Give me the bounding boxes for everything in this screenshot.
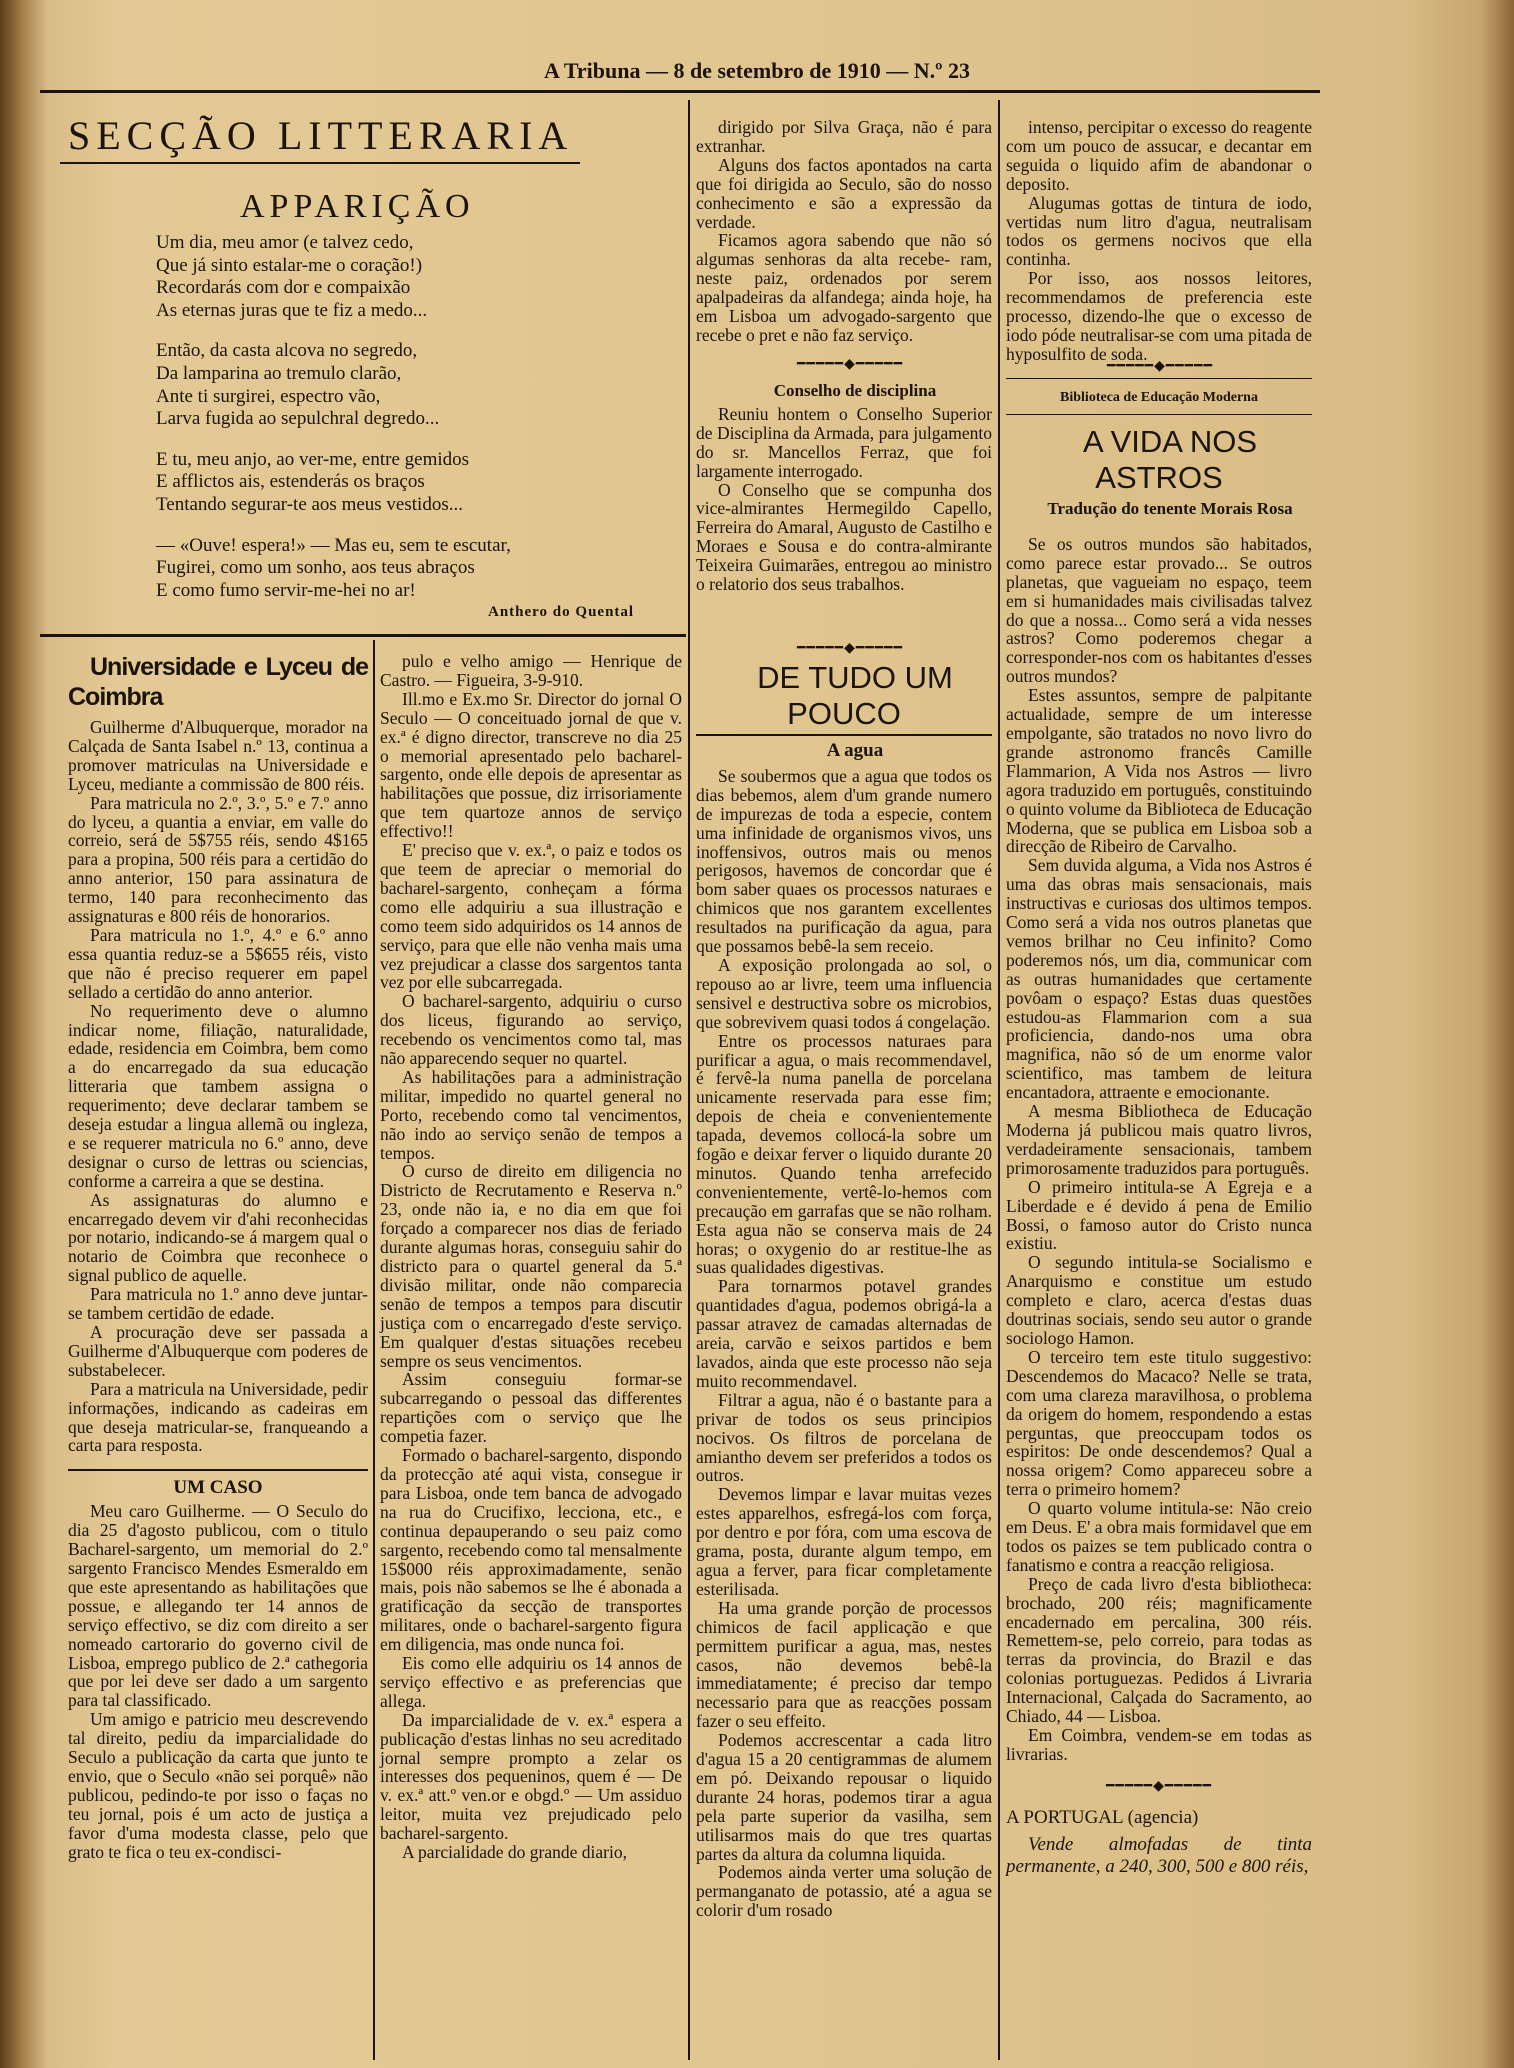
- column-right-top: [1006, 117, 1312, 364]
- paragraph: Filtrar a agua, não é o bastante para a privar de todos os seus principios nocivos. Os filtros de porcelana de amiantho devem ser preferidos a todos os outros.: [696, 1389, 992, 1486]
- paragraph: Se soubermos que a agua que todos os dias bebemos, alem d'um grande numero de impurezas de toda a especie, contem uma infinidade de organismos vivos, uns inoffensivos, outros mais ou menos perigosos, havemos de concordar que é bom saber quaes os processos naturaes e chimicos que nos garantem excellentes resultados na purificação da agua, para que possamos bebê-la sem receio.: [696, 765, 992, 957]
- anuncio-title: A PORTUGAL (agencia): [1006, 1806, 1199, 1828]
- poem-line: As eternas juras que te fiz a medo...: [156, 299, 428, 321]
- poem-title: APPARIÇÃO: [240, 188, 475, 225]
- paragraph: Ill.mo e Ex.mo Sr. Director do jornal O Seculo — O conceituado jornal de que v. ex.ª é digno director, transcreve no dia 25 o memorial apresentado pelo bacharel-sargento, onde elle depois de apresentar as habilitações que possue, diz irrisoriamente que tem quartoze annos de serviço effectivo!!: [380, 688, 682, 842]
- masthead-rule: [40, 90, 1320, 93]
- column-middle-top: [696, 118, 992, 350]
- paragraph: O quarto volume intitula-se: Não creio em Deus. E' a obra mais formidavel que em todos os paizes se tem publicado contra o fanatismo e contra a reacção religiosa.: [1006, 1498, 1312, 1575]
- column-rule: [688, 100, 690, 2060]
- poem-line: Um dia, meu amor (e talvez cedo,: [156, 232, 414, 253]
- paragraph: intenso, percipitar o excesso do reagente com um pouco de assucar, e decantar em seguida o liquido afim de abandonar o deposito.: [1006, 117, 1312, 194]
- section-rule: [1006, 414, 1312, 415]
- paragraph: Estes assuntos, sempre de palpitante actualidade, sempre de um interesse empolgante, são tratados no novo livro do grande astronomo francês Camille Flammarion, A Vida nos Astros — livro agora traduzido em português, constituindo o quinto volume da Biblioteca de Educação Moderna, que se publica em Lisboa sob a direcção de Ribeiro de Carvalho.: [1006, 685, 1312, 857]
- masthead: A Tribuna — 8 de setembro de 1910 — N.º 23: [544, 58, 970, 83]
- section-rule: [1006, 378, 1312, 379]
- poem-line: Ante ti surgirei, espectro vão,: [156, 385, 381, 407]
- paragraph: As assignaturas do alumno e encarregado devem vir d'ahi reconhecidas por notario, indicando-se á margem qual o notario de Coimbra que reconhece o signal publico de aquelle.: [68, 1189, 368, 1286]
- paragraph: Ha uma grande porção de processos chimicos de facil applicação e que permittem purificar a agua, mas, nestes casos, não devemos bebê-la immediatamente; é preciso dar tempo necessario para que as reacções possam fazer o seu effeito.: [696, 1597, 992, 1732]
- paragraph: Em Coimbra, vendem-se em todas as livrarias.: [1006, 1725, 1312, 1764]
- poem-line: E tu, meu anjo, ao ver-me, entre gemidos: [156, 448, 470, 470]
- poem-line: Então, da casta alcova no segredo,: [156, 340, 418, 362]
- poem-line: — «Ouve! espera!» — Mas eu, sem te escutar,: [156, 534, 511, 556]
- biblioteca-label: Biblioteca de Educação Moderna: [1060, 390, 1258, 405]
- um-caso-title: UM CASO: [173, 1477, 263, 1499]
- paragraph: Devemos limpar e lavar muitas vezes estes apparelhos, esfregá-los com força, por dentro e por fóra, com uma escova de grama, posta, durante algum tempo, em agua a ferver, para ficar completamente esterilisada.: [696, 1484, 992, 1599]
- paragraph: Para matricula no 1.º anno deve juntar-se tambem certidão de edade.: [68, 1284, 368, 1324]
- paragraph: Para a matricula na Universidade, pedir informações, indicando as cadeiras em que deseja matricular-se, franqueando a carta para resposta.: [68, 1378, 368, 1456]
- paragraph: Da imparcialidade de v. ex.ª espera a publicação d'estas linhas no seu acreditado jornal sempre prompto a zelar os interesses dos pequeninos, quem é — De v. ex.ª att.º ven.or e obgd.º — Um assiduo leitor, muita vez prejudicado pelo bacharel-sargento.: [380, 1709, 682, 1844]
- paragraph: O segundo intitula-se Socialismo e Anarquismo e constitue um estudo completo e claro, acerca d'estas duas doutrinas sociais, sendo seu autor o grande sociologo Hamon.: [1006, 1252, 1312, 1348]
- paragraph: dirigido por Silva Graça, não é para extranhar.: [696, 117, 992, 156]
- section-title: SECÇÃO LITTERARIA: [68, 113, 574, 158]
- section-rule: [60, 162, 580, 164]
- paragraph: Alguns dos factos apontados na carta que foi dirigida ao Seculo, são do nosso conhecimento e são a expressão da verdade.: [696, 154, 992, 232]
- poem-line: E como fumo servir-me-hei no ar!: [156, 579, 416, 601]
- paragraph: O Conselho que se compunha dos vice-almirantes Hermegildo Capello, Ferreira do Amaral, Augusto de Castilho e Moraes e Sousa e do contra-almirante Teixeira Guimarães, entregou ao ministro o relatorio dos seus trabalhos.: [696, 479, 992, 595]
- biblioteca-title: A VIDA NOS ASTROS: [1082, 424, 1257, 495]
- paragraph: As habilitações para a administração militar, impedido no quartel general no Porto, recebendo como tal vencimentos, não indo ao serviço senão de tempos a tempos.: [380, 1066, 682, 1163]
- poem-line: Da lamparina ao tremulo clarão,: [156, 362, 402, 384]
- paragraph: Entre os processos naturaes para purificar a agua, o mais recommendavel, é fervê-la numa panella de porcelana unicamente reservada para esse fim; depois de cheia e convenientemente tapada, devemos collocá-la sobre um fogão e deixar ferver o liquido durante 20 minutos. Quando tenha arrefecido convenientemente, vertê-lo-hemos com precaução em garrafas que se não rolham. Esta agua não se conserva mais de 24 horas; o oxygenio do ar restitue-lhe as suas qualidades digestivas.: [696, 1030, 992, 1278]
- paragraph: Preço de cada livro d'esta bibliotheca: brochado, 200 réis; magnificamente encadernado em percalina, 300 réis. Remettem-se, pelo correio, para todas as terras da provincia, do Brazil e das colonias portuguezas. Pedidos á Livraria Internacional, Calçada do Sacramento, ao Chiado, 44 — Lisboa.: [1006, 1573, 1312, 1727]
- column-middle-conselho: [696, 382, 992, 632]
- section-rule: [68, 1469, 368, 1471]
- poem-line: E afflictos ais, estenderás os braços: [156, 471, 425, 493]
- de-tudo-subtitle: A agua: [826, 740, 884, 761]
- paragraph: A procuração deve ser passada a Guilherme d'Albuquerque com poderes de substabelecer.: [68, 1322, 368, 1380]
- column-center-lower: [380, 652, 682, 2056]
- poem: [156, 232, 516, 620]
- paragraph: O primeiro intitula-se A Egreja e a Liberdade e é devido á pena de Emilio Bossi, o famoso autor do Cristo nunca existiu.: [1006, 1176, 1312, 1254]
- paragraph: Alugumas gottas de tintura de iodo, vertidas num litro d'agua, neutralisam todos os germens nocivos que ella continha.: [1006, 192, 1312, 270]
- paragraph: O bacharel-sargento, adquiriu o curso dos liceus, figurando ao serviço, recebendo os vencimentos como tal, mas não apparecendo sequer no quartel.: [380, 991, 682, 1069]
- ornament-divider: ━━━━━◆━━━━━: [1106, 359, 1214, 374]
- ornament-divider: ━━━━━◆━━━━━: [796, 641, 904, 656]
- column-rule: [998, 100, 1000, 2060]
- poem-stanza: [156, 232, 516, 322]
- paragraph: Sem duvida alguma, a Vida nos Astros é uma das obras mais sensacionais, mais instructivas e curiosas dos ultimos tempos. Como será a vida nos outros planetas que vemos brilhar no Ceu infinito? Como poderemos nós, um dia, communicar com as outras humanidades que certamente povôam o espaço? Estas duas questões estudou-as Flammarion com a sua proficiencia, dando-nos uma obra magnifica, não só de um enorme valor scientifico, mas tambem de leitura encantadora, attraente e emocionante.: [1006, 855, 1312, 1103]
- paragraph: Por isso, aos nossos leitores, recommendamos de preferencia este processo, dizendo-lhe que o excesso de iodo póde neutralisar-se com uma pitada de hyposulfito de soda.: [1006, 268, 1312, 364]
- poem-line: Que já sinto estalar-me o coração!): [156, 254, 423, 276]
- paragraph: O terceiro tem este titulo suggestivo: Descendemos do Macaco? Nelle se trata, com uma clareza maravilhosa, o problema da origem do homem, respondendo a estas perguntas, que preoccupam todos os espiritos: De onde descendemos? Qual a nossa origem? Como appareceu sobre a terra o primeiro homem?: [1006, 1346, 1312, 1500]
- paragraph: No requerimento deve o alumno indicar nome, filiação, naturalidade, edade, residencia em Coimbra, bem como a do encarregado da sua educação litteraria que tambem assigna o requerimento; deve declarar tambem se deseja estudar a lingua allemã ou ingleza, e se requerer matricula no 6.º anno, deve designar o curso de lettras ou sciencias, conforme a carreira a que se destina.: [68, 1000, 368, 1191]
- paragraph: Um amigo e patricio meu descrevendo tal direito, pediu da imparcialidade do Seculo a publicação da carta que junto te envio, que o Seculo «não sei porquê» não publicou, pedindo-te por isso o faças no teu jornal, pois é um acto de justiça a favor d'uma modesta classe, pelo que grato te fica o teu ex-condisci-: [68, 1709, 368, 1862]
- paragraph: Meu caro Guilherme. — O Seculo do dia 25 d'agosto publicou, com o titulo Bacharel-sargento, um memorial do 2.º sargento Francisco Mendes Esmeraldo em que este apresentando as habilitações que possue, e allegando ter 14 annos de serviço effectivo, se diz com direito a ser nomeado cartorario do governo civil de Lisboa, emprego publico de 2.ª cathegoria que por lei deve ser dado a um sargento para tal classificado.: [68, 1501, 368, 1711]
- ornament-divider: ━━━━━◆━━━━━: [796, 357, 904, 372]
- paragraph: pulo e velho amigo — Henrique de Castro. — Figueira, 3-9-910.: [380, 651, 682, 690]
- poem-line: Recordarás com dor e compaixão: [156, 277, 411, 299]
- biblioteca-subtitle: Tradução do tenente Morais Rosa: [1047, 499, 1293, 518]
- de-tudo-title: DE TUDO UM POUCO: [696, 660, 992, 736]
- paragraph: Guilherme d'Albuquerque, morador na Calçada de Santa Isabel n.º 13, continua a promover matriculas na Universidade e Lyceu, mediante a commissão de 800 réis.: [68, 717, 368, 794]
- paragraph: Ficamos agora sabendo que não só algumas senhoras da alta recebe- ram, neste paiz, ordenados por serem apalpadeiras da alfandega; ainda hoje, ha em Lisboa um advogado-sargento que recebe o pret e não faz serviço.: [696, 230, 992, 345]
- column-right-biblioteca: [1006, 424, 1312, 1964]
- poem-stanza: [156, 340, 516, 430]
- paragraph: Podemos accrescentar a cada litro d'agua 15 a 20 centigrammas de alumem em pó. Deixando repousar o liquido durante 24 horas, podemos tirar a agua pela parte superior da vasilha, sem utilisarmos mais do que tres quartas partes da altura da columna liquida.: [696, 1730, 992, 1864]
- anuncio-text: Vende almofadas de tinta permanente, a 240, 300, 500 e 800 réis,: [1006, 1833, 1312, 1877]
- paragraph: Para matricula no 2.º, 3.º, 5.º e 7.º anno do lyceu, a quantia a enviar, em valle do correio, será de 5$755 réis, sendo 4$165 para a propina, 500 réis para a certidão do anno anterior, 150 para assinatura de termo, 140 para reconhecimento das assignaturas e 800 réis de honorarios.: [68, 792, 368, 927]
- paragraph: Para tornarmos potavel grandes quantidades d'agua, podemos obrigá-la a passar atravez de camadas alternadas de areia, carvão e seixos partidos e bem lavados, ainda que este processo não seja muito recommendavel.: [696, 1276, 992, 1391]
- column-left-lower: [68, 652, 368, 2056]
- paragraph: A exposição prolongada ao sol, o repouso ao ar livre, teem uma influencia sensivel e destructiva sobre os microbios, que sobrevivem quasi todos á congelação.: [696, 954, 992, 1032]
- section-rule: [40, 634, 686, 637]
- ornament-divider: ━━━━━◆━━━━━: [1105, 1778, 1213, 1794]
- paragraph: Formado o bacharel-sargento, dispondo da protecção até aqui vista, consegue ir para Lisboa, onde tem banca de advogado na rua do Crucifixo, lecciona, etc., e continua depauperando o seu paiz como sargento, recebendo como tal mensalmente 15$000 réis approximadamente, senão mais, pois não sabemos se lhe é abonada a gratificação da secção de transportes militares, onde o bacharel-sargento figura em diligencia, mas onde nunca foi.: [380, 1445, 682, 1655]
- paragraph: E' preciso que v. ex.ª, o paiz e todos os que teem de apreciar o memorial do bacharel-sargento, conheçam a fórma como elle adquiriu a sua illustração e como teem sido adquiridos os 14 annos de serviço, para que elle não venha mais uma vez prejudicar a classe dos sargentos tanta vez por elle subcarregada.: [380, 840, 682, 993]
- universidade-title: Universidade e Lyceu de Coimbra: [68, 653, 368, 711]
- poem-line: Fugirei, como um sonho, aos teus abraços: [156, 557, 475, 579]
- column-rule: [373, 640, 375, 2060]
- paragraph: A mesma Bibliotheca de Educação Moderna já publicou mais quatro livros, verdadeiramente sensacionais, tambem primorosamente traduzidos para português.: [1006, 1101, 1312, 1178]
- paragraph: Para matricula no 1.º, 4.º e 6.º anno essa quantia reduz-se a 5$655 réis, visto que não é preciso requerer em papel sellado a certidão do anno anterior.: [68, 924, 368, 1002]
- paragraph: Assim conseguiu formar-se subcarregando o pessoal das differentes repartições com o serviço que lhe competia fazer.: [380, 1369, 682, 1447]
- conselho-title: Conselho de disciplina: [773, 381, 937, 400]
- paragraph: Se os outros mundos são habitados, como parece estar provado... Se outros planetas, que vagueiam no espaço, teem em si humanidades mais civilisadas talvez do que a nossa... Como será a vida nesses astros? Como poderemos chegar a corresponder-nos com os habitantes d'esses outros mundos?: [1006, 533, 1312, 687]
- poem-line: Tentando segurar-te aos meus vestidos...: [156, 493, 463, 515]
- paragraph: Podemos ainda verter uma solução de permanganato de potassio, até a agua se colorir d'um rosado: [696, 1862, 992, 1921]
- poem-author: Anthero do Quental: [488, 604, 635, 620]
- paragraph: A parcialidade do grande diario,: [402, 1842, 627, 1863]
- paragraph: O curso de direito em diligencia no Districto de Recrutamento e Reserva n.º 23, onde não ia, e no dia em que foi forçado a comparecer nos dias de feriado durante algumas horas, conseguiu sahir do districto para o quartel general da 5.ª divisão militar, onde não comparecia senão de tempos a tempos para discutir justiça com o encarregado d'este serviço. Em qualquer d'estas situações recebeu sempre os seus vencimentos.: [380, 1161, 682, 1371]
- paragraph: Reuniu hontem o Conselho Superior de Disciplina da Armada, para julgamento do sr. Mancellos Ferraz, que foi largamente interrogado.: [696, 403, 992, 481]
- poem-stanza: [156, 535, 516, 603]
- column-middle-lower: [696, 660, 992, 2056]
- poem-line: Larva fugida ao sepulchral degredo...: [156, 408, 440, 430]
- poem-stanza: [156, 449, 516, 517]
- paragraph: Eis como elle adquiriu os 14 annos de serviço effectivo e as preferencias que allega.: [380, 1653, 682, 1711]
